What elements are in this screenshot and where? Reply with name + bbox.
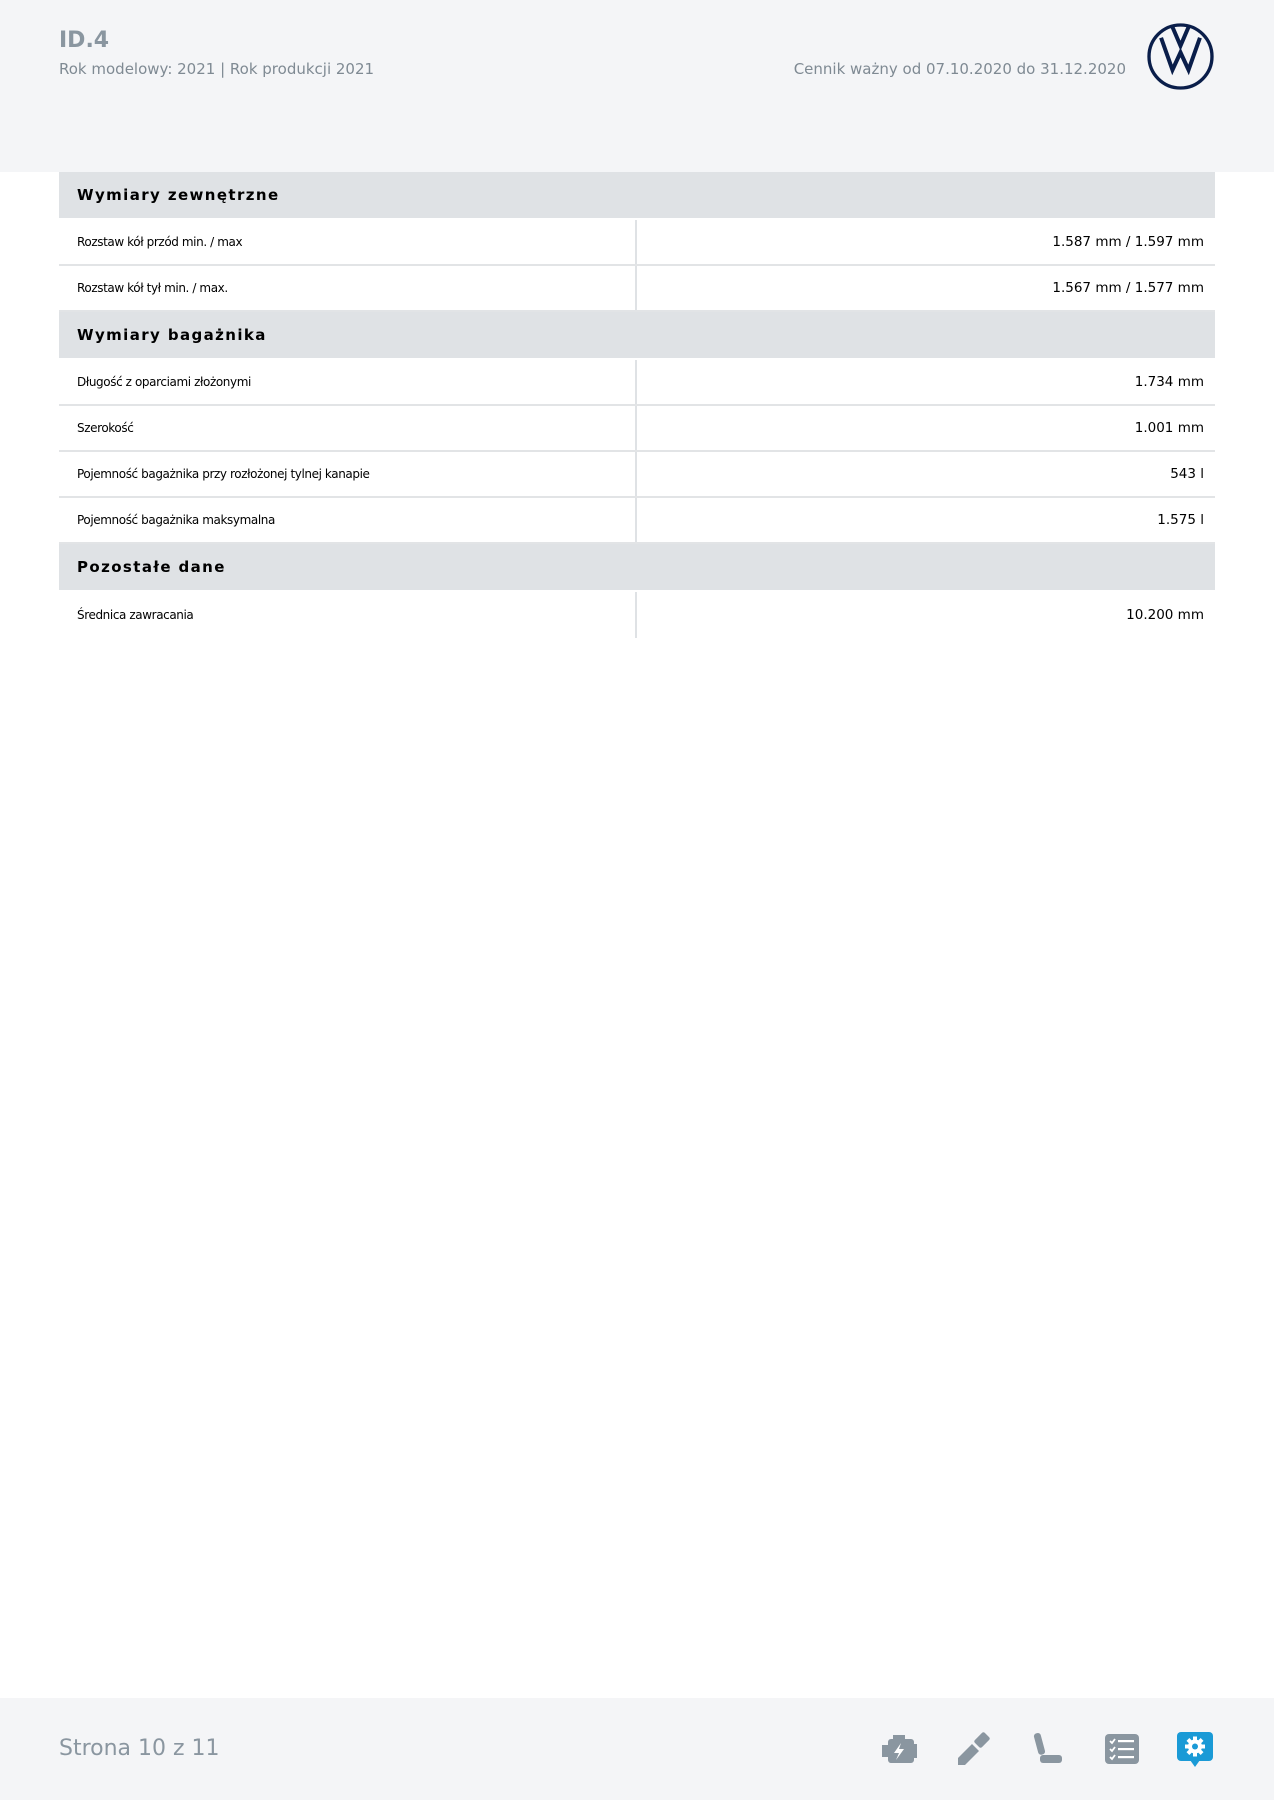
row-label: Średnica zawracania	[59, 592, 637, 638]
vw-logo-icon	[1147, 23, 1214, 90]
settings-icon[interactable]	[1175, 1729, 1215, 1769]
table-row	[59, 220, 1215, 266]
row-value: 1.001 mm	[1134, 420, 1204, 436]
section-header-exterior-dimensions: Wymiary zewnętrzne	[59, 172, 1215, 220]
seat-icon[interactable]	[1028, 1729, 1068, 1769]
page-footer	[0, 1698, 1274, 1800]
specs-table	[59, 172, 1215, 638]
section-header-trunk-dimensions: Wymiary bagażnika	[59, 312, 1215, 360]
table-row	[59, 498, 1215, 544]
checklist-icon[interactable]	[1102, 1729, 1142, 1769]
table-row	[59, 452, 1215, 498]
row-value: 1.575 l	[1157, 512, 1204, 528]
paint-brush-icon[interactable]	[954, 1729, 994, 1769]
row-label: Rozstaw kół przód min. / max	[59, 220, 637, 264]
row-label: Pojemność bagażnika maksymalna	[59, 498, 637, 542]
model-year-subtitle: Rok modelowy: 2021 | Rok produkcji 2021	[59, 60, 375, 78]
row-label: Pojemność bagażnika przy rozłożonej tylnej kanapie	[59, 452, 637, 496]
row-label: Rozstaw kół tył min. / max.	[59, 266, 637, 310]
engine-icon[interactable]	[879, 1729, 919, 1769]
row-value: 1.567 mm / 1.577 mm	[1052, 280, 1204, 296]
row-value: 1.587 mm / 1.597 mm	[1052, 234, 1204, 250]
row-label: Szerokość	[59, 406, 637, 450]
table-row	[59, 266, 1215, 312]
table-row	[59, 406, 1215, 452]
section-header-other-data: Pozostałe dane	[59, 544, 1215, 592]
row-value: 1.734 mm	[1134, 374, 1204, 390]
page-header	[0, 0, 1274, 172]
model-name: ID.4	[59, 28, 110, 53]
row-value: 10.200 mm	[1126, 607, 1204, 623]
row-label: Długość z oparciami złożonymi	[59, 360, 637, 404]
table-row	[59, 592, 1215, 638]
page-number: Strona 10 z 11	[59, 1736, 220, 1761]
row-value: 543 l	[1170, 466, 1204, 482]
price-list-validity: Cennik ważny od 07.10.2020 do 31.12.2020	[793, 60, 1126, 78]
table-row	[59, 360, 1215, 406]
